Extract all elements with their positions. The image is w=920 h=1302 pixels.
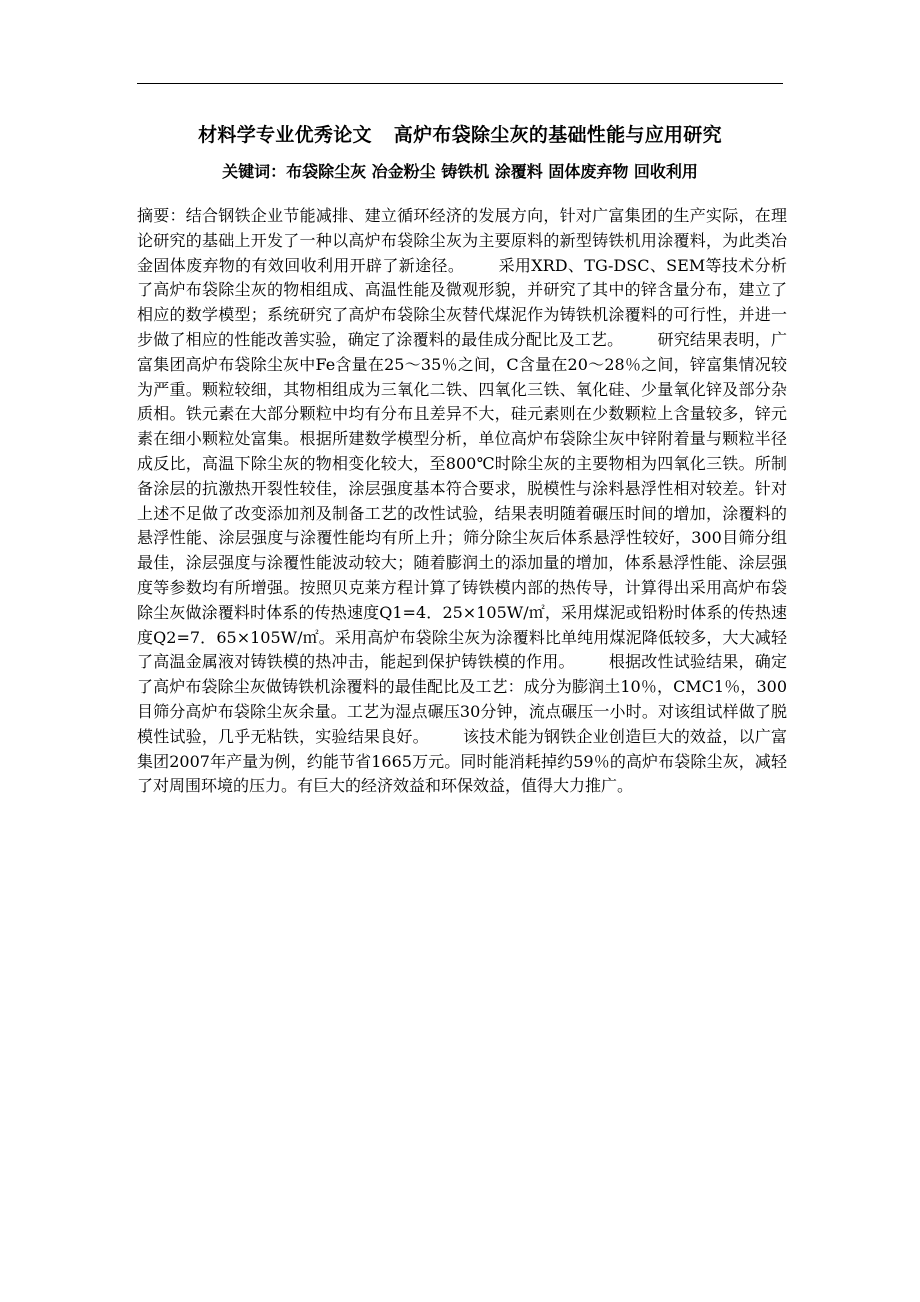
keywords-label: 关键词： (222, 162, 287, 181)
abstract-paragraph: 该技术能为钢铁企业创造巨大的效益，以广富集团2007年产量为例，约能节省1665万元。同时能消耗掉约59％的高炉布袋除尘灰，减轻了对周围环境的压力。有巨大的经济效益和环保效益，值得大力推广。 (137, 726, 787, 796)
page-title (0, 121, 920, 149)
abstract-paragraph: 根据改性试验结果，确定了高炉布袋除尘灰做铸铁机涂覆料的最佳配比及工艺：成分为膨润土10％，CMC1％，300目筛分高炉布袋除尘灰余量。工艺为湿点碾压30分钟，流点碾压一小时。对该组试样做了脱模性试验，几乎无粘铁，实验结果良好。 (137, 652, 787, 746)
keywords-list: 布袋除尘灰 冶金粉尘 铸铁机 涂覆料 固体废弃物 回收利用 (286, 162, 698, 181)
header-rule (137, 83, 783, 84)
keywords-line (0, 159, 920, 185)
abstract-label: 摘要： (137, 206, 186, 225)
abstract-paragraph: 研究结果表明，广富集团高炉布袋除尘灰中Fe含量在25～35％之间，C含量在20～28％之间，锌富集情况较为严重。颗粒较细，其物相组成为三氧化二铁、四氧化三铁、氧化硅、少量氧化锌及部分杂质相。铁元素在大部分颗粒中均有分布且差异不大，硅元素则在少数颗粒上含量较多，锌元素在细小颗粒处富集。根据所建数学模型分析，单位高炉布袋除尘灰中锌附着量与颗粒半径成反比，高温下除尘灰的物相变化较大，至800℃时除尘灰的主要物相为四氧化三铁。所制备涂层的抗激热开裂性较佳，涂层强度基本符合要求，脱模性与涂料悬浮性相对较差。针对上述不足做了改变添加剂及制备工艺的改性试验，结果表明随着碾压时间的增加，涂覆料的悬浮性能、涂层强度与涂覆性能均有所上升；筛分除尘灰后体系悬浮性较好，300目筛分组最佳，涂层强度与涂覆性能波动较大；随着膨润土的添加量的增加，体系悬浮性能、涂层强度等参数均有所增强。按照贝克莱方程计算了铸铁模内部的热传导，计算得出采用高炉布袋除尘灰做涂覆料时体系的传热速度Q1=4．25×105W/㎡，采用煤泥或铅粉时体系的传热速度Q2=7．65×105W/㎡。采用高炉布袋除尘灰为涂覆料比单纯用煤泥降低较多，大大减轻了高温金属液对铸铁模的热冲击，能起到保护铸铁模的作用。 (137, 329, 787, 672)
abstract-paragraph: 采用XRD、TG-DSC、SEM等技术分析了高炉布袋除尘灰的物相组成、高温性能及微观形貌，并研究了其中的锌含量分布，建立了相应的数学模型；系统研究了高炉布袋除尘灰替代煤泥作为铸铁机涂覆料的可行性，并进一步做了相应的性能改善实验，确定了涂覆料的最佳成分配比及工艺。 (137, 255, 787, 349)
abstract-body (137, 204, 787, 799)
abstract-paragraph: 结合钢铁企业节能减排、建立循环经济的发展方向，针对广富集团的生产实际，在理论研究的基础上开发了一种以高炉布袋除尘灰为主要原料的新型铸铁机用涂覆料，为此类冶金固体废弃物的有效回收利用开辟了新途径。 (137, 206, 787, 275)
title-main: 高炉布袋除尘灰的基础性能与应用研究 (393, 124, 722, 146)
title-prefix: 材料学专业优秀论文 (198, 124, 372, 146)
